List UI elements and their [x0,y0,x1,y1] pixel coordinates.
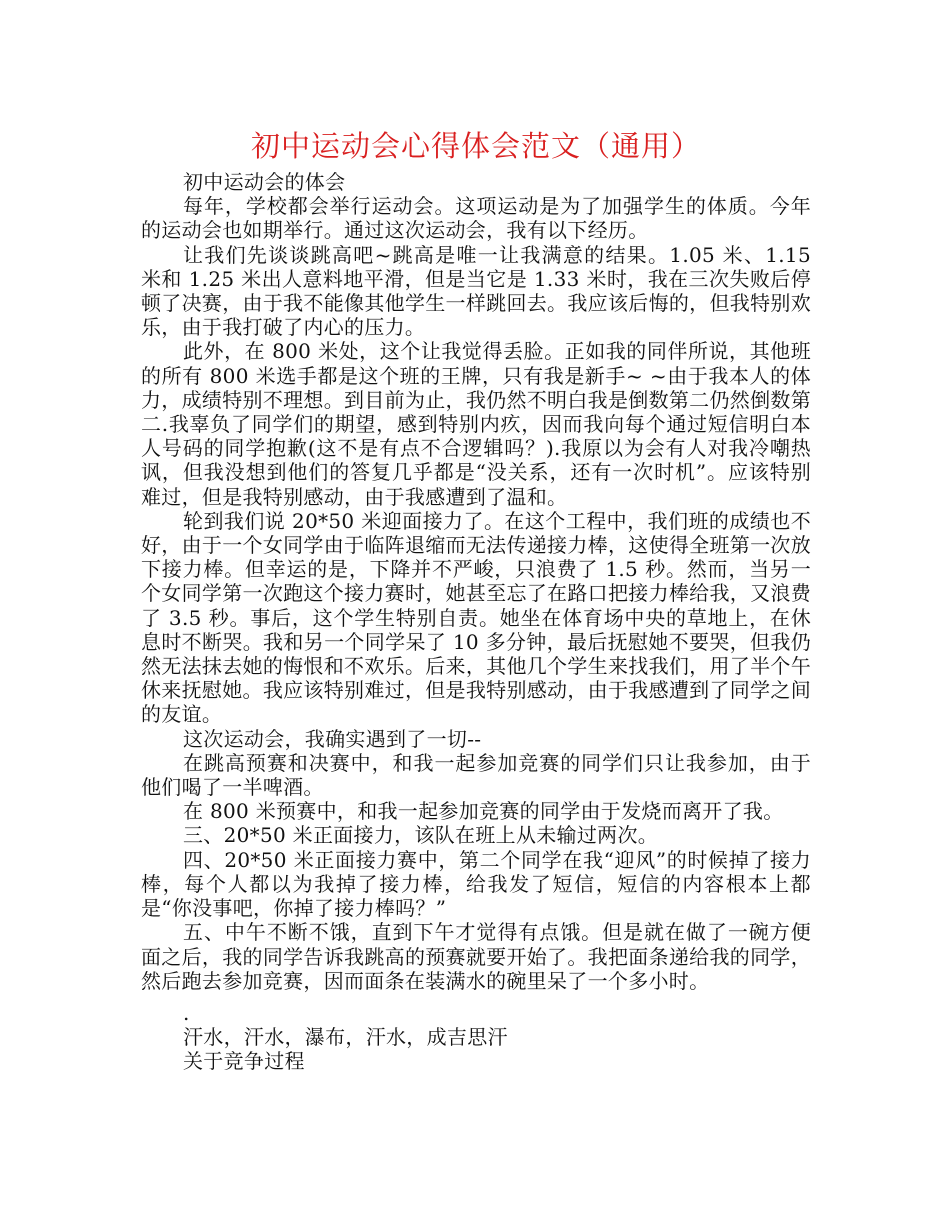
paragraph: 在 800 米预赛中，和我一起参加竞赛的同学由于发烧而离开了我。 [183,799,784,824]
paragraph: 每年，学校都会举行运动会。这项运动是为了加强学生的体质。今年的运动会也如期举行。通过这次运动会，我有以下经历。 [141,194,811,243]
paragraph: 四、20*50 米正面接力赛中，第二个同学在我“迎风”的时候掉了接力棒，每个人都以为我掉了接力棒，给我发了短信，短信的内容根本上都是“你没事吧，你掉了接力棒吗？” [141,847,811,921]
paragraph: 五、中午不断不饿，直到下午才觉得有点饿。但是就在做了一碗方便面之后，我的同学告诉我跳高的预赛就要开始了。我把面条递给我的同学，然后跑去参加竞赛，因而面条在装满水的碗里呆了一个多小时。 [141,920,811,993]
paragraph: 这次运动会，我确实遇到了一切-- [183,726,482,751]
document-title: 初中运动会心得体会范文（通用） [250,129,701,163]
closing-line: 汗水，汗水，瀑布，汗水，成吉思汗 [183,1024,508,1049]
dot-marker: . [183,1000,190,1025]
closing-line: 关于竞争过程 [183,1049,305,1074]
paragraph: 让我们先谈谈跳高吧~跳高是唯一让我满意的结果。1.05 米、1.15 米和 1.25 米出人意料地平滑，但是当它是 1.33 米时，我在三次失败后停顿了决赛，由于我不能像其他学生一样跳回去。我应该后悔的，但我特别欢乐，由于我打破了内心的压力。 [141,242,811,340]
paragraph: 初中运动会的体会 [183,170,346,194]
paragraph: 在跳高预赛和决赛中，和我一起参加竞赛的同学们只让我参加，由于他们喝了一半啤酒。 [141,750,811,800]
paragraph: 三、20*50 米正面接力，该队在班上从未输过两次。 [183,823,659,848]
paragraph: 此外，在 800 米处，这个让我觉得丢脸。正如我的同伴所说，其他班的所有 800 米选手都是这个班的王牌，只有我是新手~ ~由于我本人的体力，成绩特别不理想。到目前为止，我仍然不明白我是倒数第二仍然倒数第二.我辜负了同学们的期望，感到特别内疚，因而我向每个通过短信明白本人号码的同学抱歉(这不是有点不合逻辑吗？).我原以为会有人对我冷嘲热讽，但我没想到他们的答复几乎都是“没关系，还有一次时机”。应该特别难过，但是我特别感动，由于我感遭到了温和。 [141,339,811,509]
paragraph: 轮到我们说 20*50 米迎面接力了。在这个工程中，我们班的成绩也不好，由于一个女同学由于临阵退缩而无法传递接力棒，这使得全班第一次放下接力棒。但幸运的是，下降并不严峻，只浪费了 1.5 秒。然而，当另一个女同学第一次跑这个接力赛时，她甚至忘了在路口把接力棒给我，又浪费了 3.5 秒。事后，这个学生特别自责。她坐在体育场中央的草地上，在休息时不断哭。我和另一个同学呆了 10 多分钟，最后抚慰她不要哭，但我仍然无法抹去她的悔恨和不欢乐。后来，其他几个学生来找我们，用了半个午休来抚慰她。我应该特别难过，但是我特别感动，由于我感遭到了同学之间的友谊。 [141,508,811,727]
document-page [141,124,811,1073]
